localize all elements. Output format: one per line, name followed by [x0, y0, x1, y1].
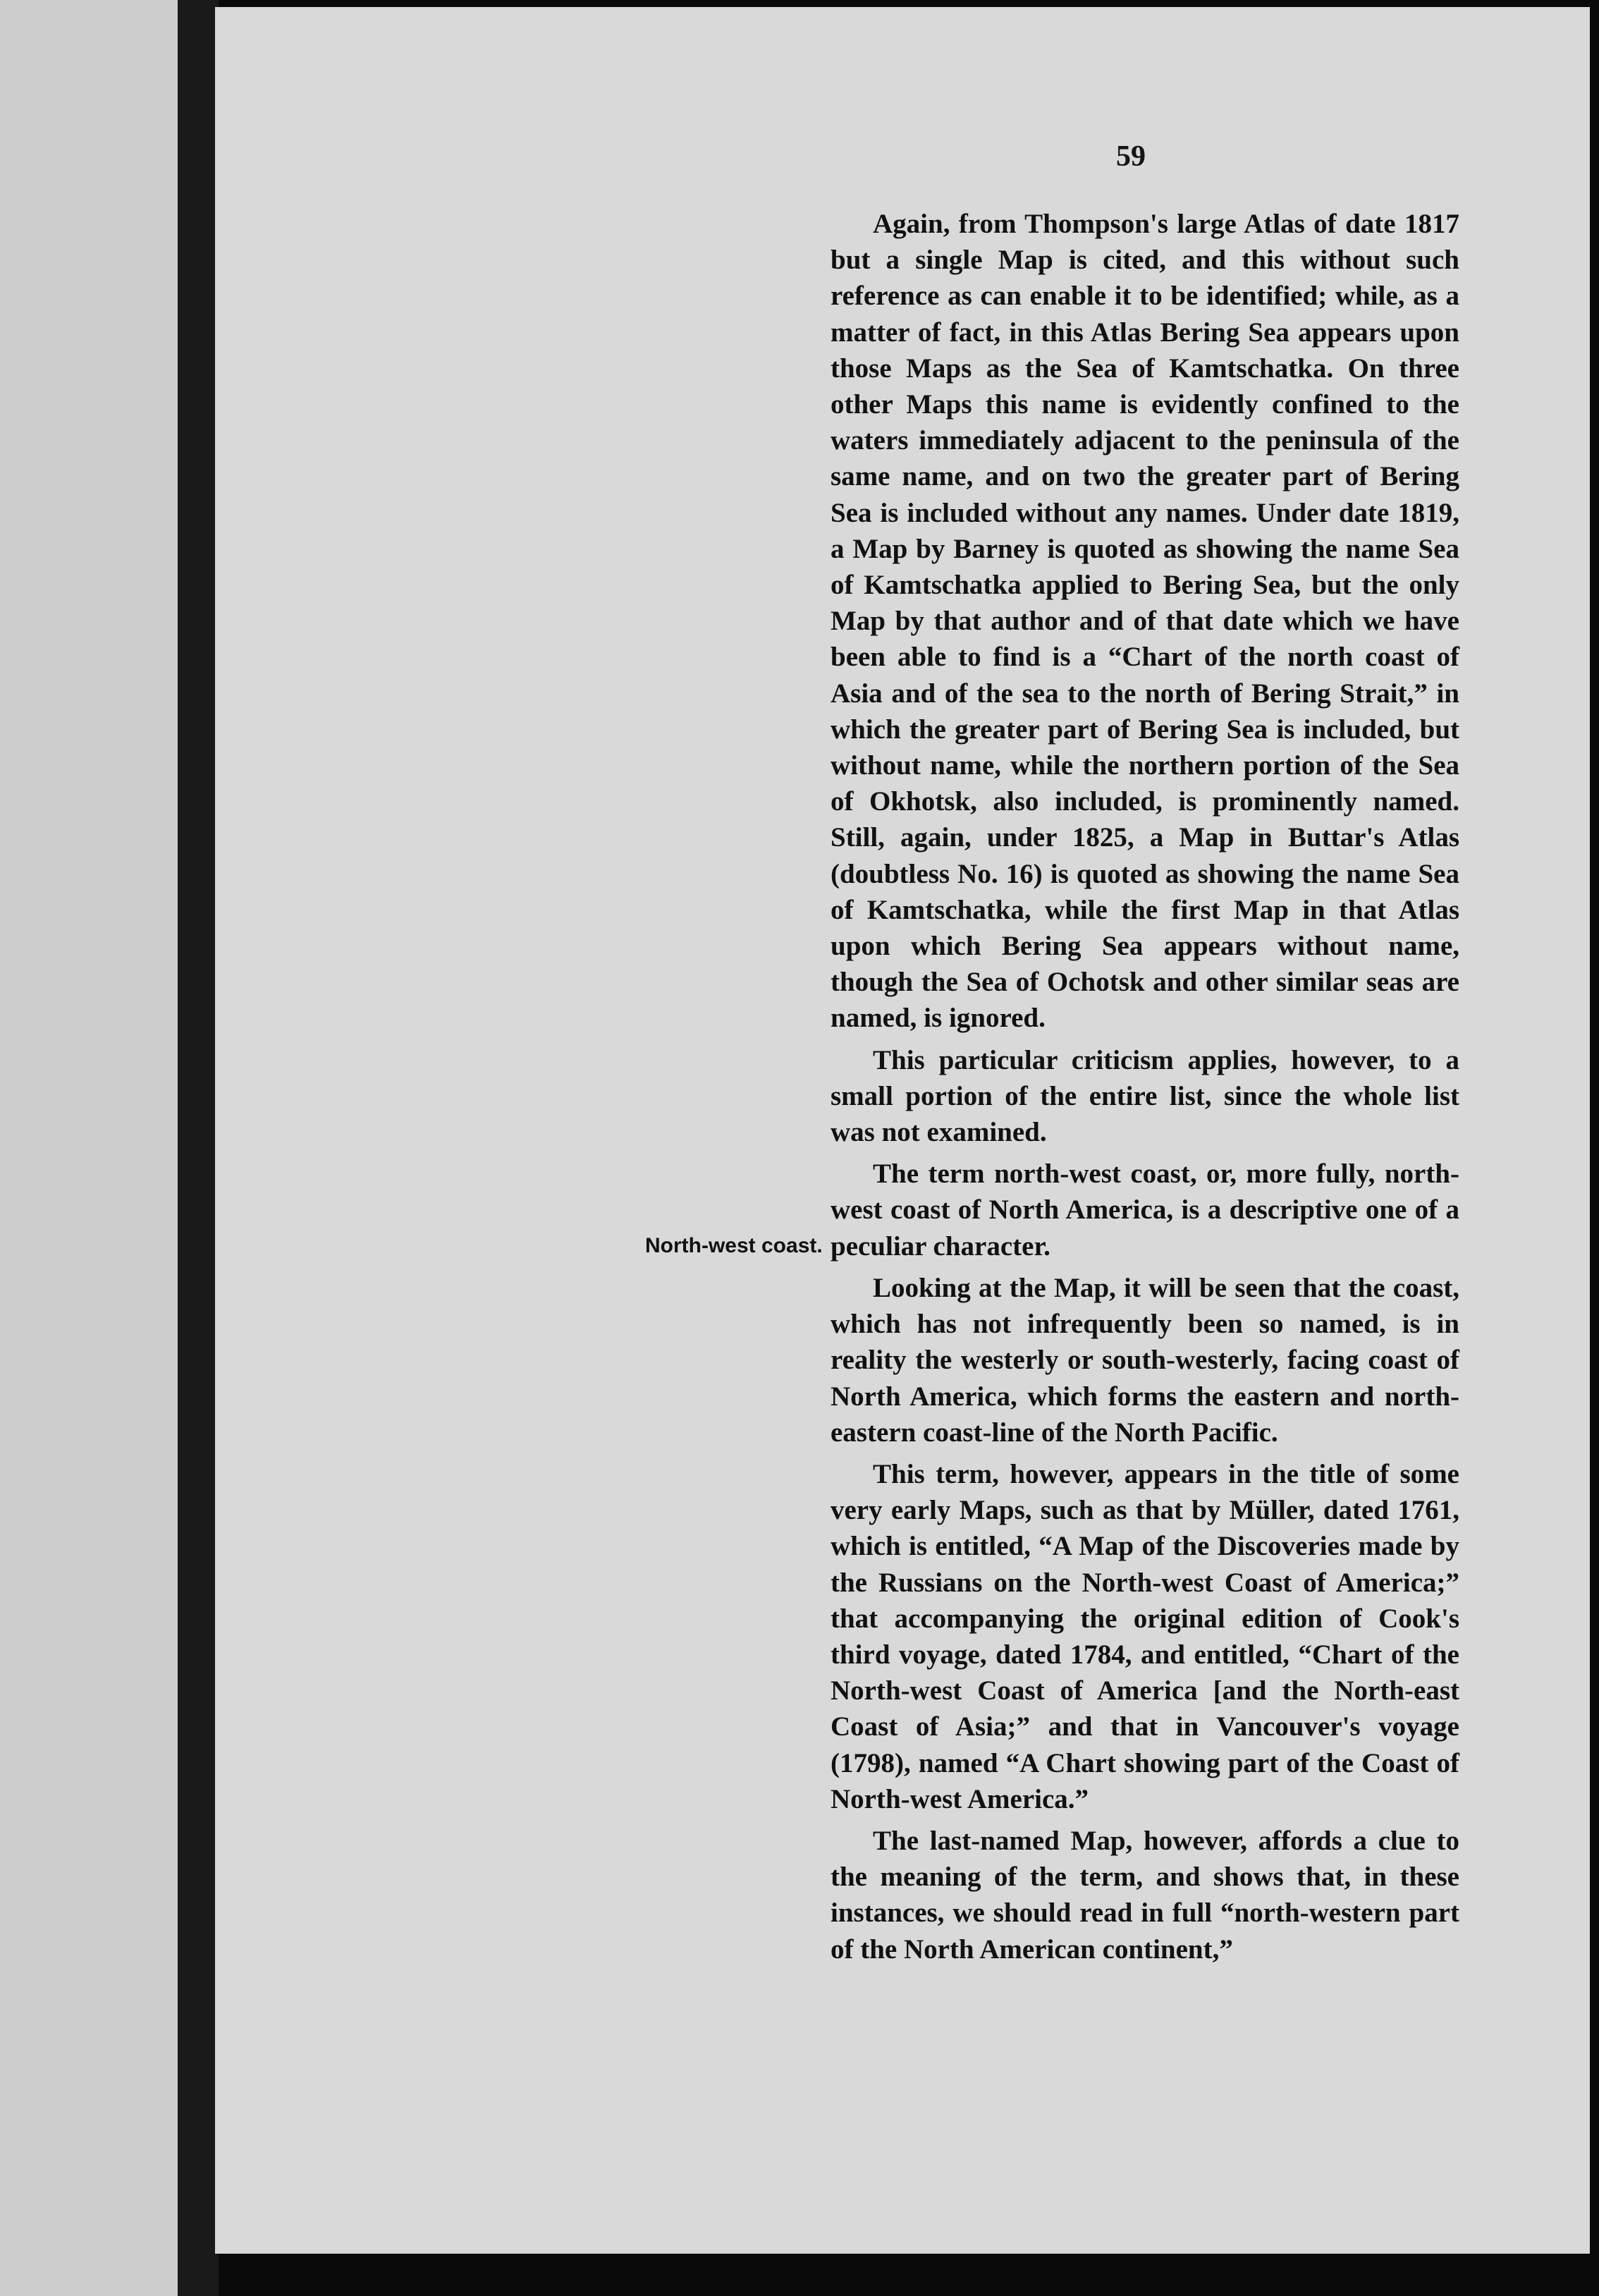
paragraph: Again, from Thompson's large Atlas of date 1817 but a single Map is cited, and this without such reference as can enable it to be identified; while, as a matter of fact, in this Atlas Bering Sea appears upon those Maps as the Sea of Kamtschatka. On three other Maps this name is evidently confined to the waters immediately adjacent to the peninsula of the same name, and on two the greater part of Bering Sea is included without any names. Under date 1819, a Map by Barney is quoted as showing the name Sea of Kamtschatka applied to Bering Sea, but the only Map by that author and of that date which we have been able to find is a “Chart of the north coast of Asia and of the sea to the north of Bering Strait,” in which the greater part of Bering Sea is included, but without name, while the northern portion of the Sea of Okhotsk, also included, is prominently named. Still, again, under 1825, a Map in Buttar's Atlas (doubtless No. 16) is quoted as showing the name Sea of Kamtschatka, while the first Map in that Atlas upon which Bering Sea appears without name, though the Sea of Ochotsk and other similar seas are named, is ignored. — [831, 209, 1459, 1034]
margin-note: North-west coast. — [645, 1234, 823, 1257]
page-number: 59 — [1116, 140, 1146, 173]
book-gutter — [178, 0, 219, 2296]
paragraph: This particular criticism applies, however, to a small portion of the entire list, since the whole list was not examined. — [831, 1044, 1459, 1148]
paragraph: Looking at the Map, it will be seen that the coast, which has not infrequently been so named, is in reality the westerly or south-westerly, facing coast of North America, which forms the eastern and north-eastern coast-line of the North Pacific. — [831, 1272, 1459, 1448]
left-page-edge — [0, 0, 178, 2296]
paragraph: The last-named Map, however, affords a clue to the meaning of the term, and shows that, in these instances, we should read in full “north-western part of the North American continent,” — [831, 1825, 1459, 1965]
paragraph: The term north-west coast, or, more fully, north-west coast of North America, is a descriptive one of a peculiar character. — [831, 1159, 1459, 1262]
paragraph: This term, however, appears in the title of some very early Maps, such as that by Müller, dated 1761, which is entitled, “A Map of the Discoveries made by the Russians on the North-west Coast of America;” that accompanying the original edition of Cook's third voyage, dated 1784, and entitled, “Chart of the North-west Coast of America [and the North-east Coast of Asia;” and that in Vancouver's voyage (1798), named “A Chart showing part of the Coast of North-west America.” — [831, 1458, 1459, 1814]
body-text — [831, 206, 1459, 1973]
